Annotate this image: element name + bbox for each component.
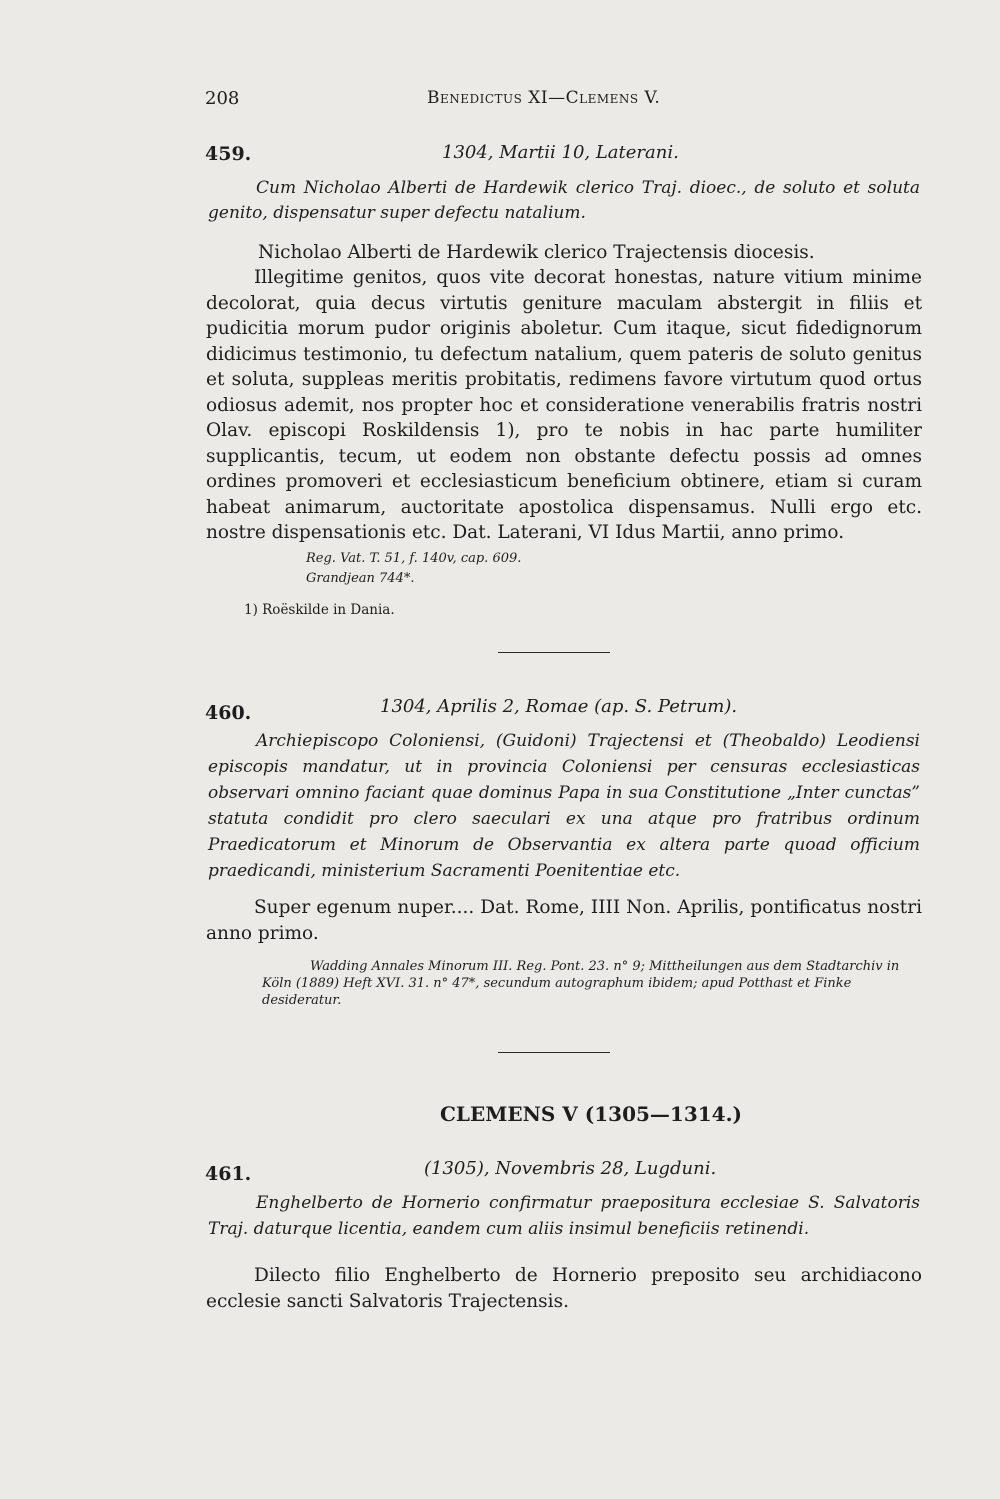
entry-date-460: 1304, Aprilis 2, Romae (ap. S. Petrum). <box>380 696 738 717</box>
source-line: Grandjean 744*. <box>306 571 415 586</box>
divider <box>498 1052 610 1053</box>
entry-text-461: Dilecto filio Enghelberto de Hornerio preposito seu archidiacono ecclesie sancti Salvatoris Trajectensis. <box>206 1265 922 1312</box>
section-title: CLEMENS V (1305—1314.) <box>440 1102 742 1126</box>
entry-number-460: 460. <box>205 702 252 724</box>
running-head: Benedictus XI—Clemens V. <box>427 88 661 108</box>
source-line: Reg. Vat. T. 51, f. 140v, cap. 609. <box>306 551 522 566</box>
entry-number-459: 459. <box>205 143 252 165</box>
entry-text-459: Illegitime genitos, quos vite decorat honestas, nature vitium minime decolorat, quia decus virtutis geniture maculam abstergit in filiis et pudicitia morum pudor originis aboletur. Cum itaque, sicut fidedignorum didicimus testimonio, tu defectum natalium, quem pateris de soluto genitus et soluta, suppleas meritis probitatis, redimens favore virtutum quod ortus odiosus ademit, nos propter hoc et consideratione venerabilis fratris nostri Olav. episcopi Roskildensis 1), pro te nobis in hac parte humiliter supplicantis, tecum, ut eodem non obstante defectu possis ad omnes ordines promoveri et ecclesiasticum beneficium obtinere, etiam si curam habeat animarum, auctoritate apostolica dispensamus. Nulli ergo etc. nostre dispensationis etc. Dat. Laterani, VI Idus Martii, anno primo. <box>206 267 922 543</box>
entry-date-459: 1304, Martii 10, Laterani. <box>442 142 679 163</box>
entry-date-461: (1305), Novembris 28, Lugduni. <box>424 1158 717 1179</box>
source-line: Wadding Annales Minorum III. Reg. Pont. 23. n° 9; Mittheilungen aus dem Stadtarchiv in Köln (1889) Heft XVI. 31. n° 47*, secundum autographum ibidem; apud Potthast et Finke desideratur. <box>262 959 900 1008</box>
entry-regest-461: Enghelberto de Hornerio confirmatur praepositura ecclesiae S. Salvatoris Traj. daturque licentia, eandem cum aliis insimul beneficiis retinendi. <box>208 1193 920 1239</box>
entry-regest-460: Archiepiscopo Coloniensi, (Guidoni) Trajectensi et (Theobaldo) Leodiensi episcopis mandatur, ut in provincia Coloniensi per censuras ecclesiasticas observari omnino faciant quae dominus Papa in sua Constitutione „Inter cunctas” statuta condidit pro clero saeculari ex una atque pro fratribus ordinum Praedicatorum et Minorum de Observantia ex altera parte quoad officium praedicandi, ministerium Sacramenti Poenitentiae etc. <box>208 731 920 881</box>
entry-regest-459: Cum Nicholao Alberti de Hardewik clerico Traj. dioec., de soluto et soluta genito, dispensatur super defectu natalium. <box>208 178 920 223</box>
divider <box>498 652 610 653</box>
page-number: 208 <box>205 88 240 109</box>
entry-text-460: Super egenum nuper.... Dat. Rome, IIII Non. Aprilis, pontificatus nostri anno primo. <box>206 897 922 944</box>
page-header <box>205 88 695 114</box>
footnote: 1) Roëskilde in Dania. <box>244 602 395 618</box>
entry-address-459: Nicholao Alberti de Hardewik clerico Trajectensis diocesis. <box>258 242 815 263</box>
entry-number-461: 461. <box>205 1163 252 1185</box>
